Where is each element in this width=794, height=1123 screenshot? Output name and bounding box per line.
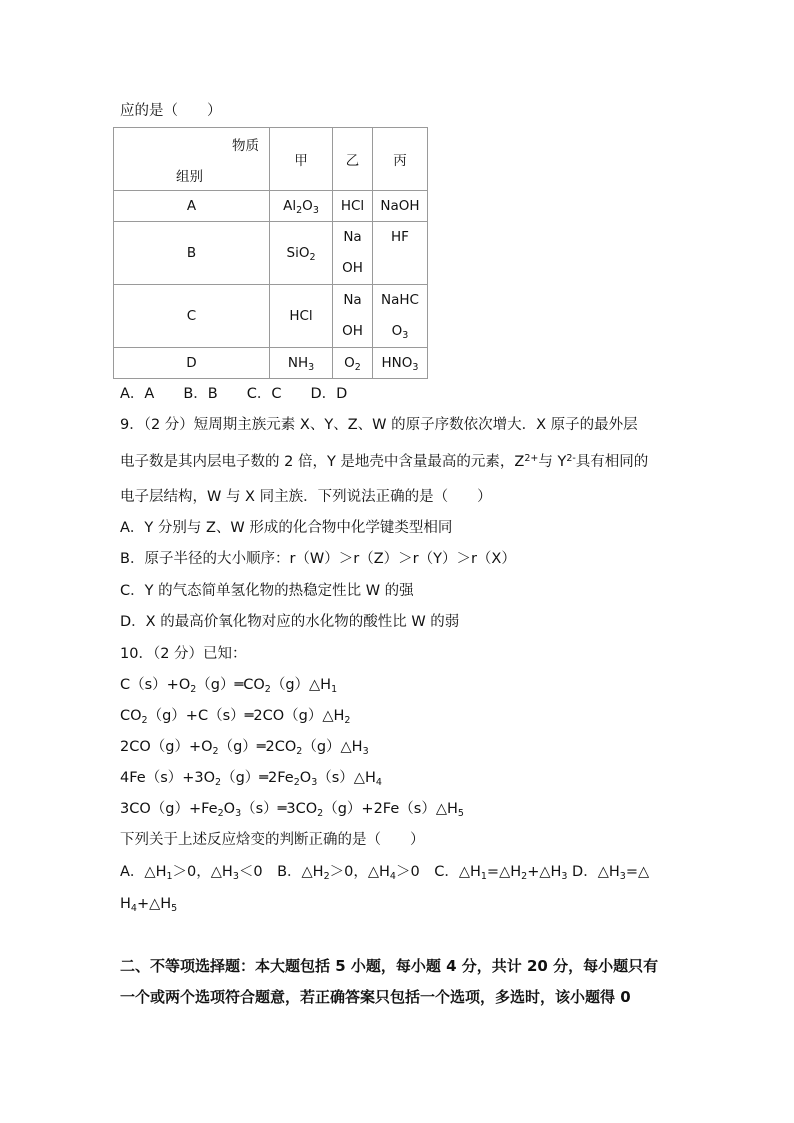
yi-cell: $O_2$ (333, 348, 373, 379)
yi-cell: HCl (333, 191, 373, 222)
q8-stem-tail: 应的是（ ） (120, 103, 222, 119)
q9-line1: 9．（2 分）短周期主族元素 X、Y、Z、W 的原子序数依次增大．X 原子的最外层 (120, 417, 638, 433)
header-group: 组别 (176, 169, 203, 185)
table-row (114, 348, 428, 379)
q10-stem: 10．（2 分）已知： (120, 646, 247, 662)
q9-option-b: B．原子半径的大小顺序：r（W）＞r（Z）＞r（Y）＞r（X） (120, 551, 516, 567)
q10-options-line1: A．$\triangle H_1>0$，$\triangle H_3<0$ B．$\triangle H_2>0$，$\triangle H_4>0$ C．$\triangle H_1=\triangle H_2+\triangle H_3$ D．$\triangle H_3=\triangle$ (120, 864, 650, 882)
group-cell: C (114, 285, 270, 348)
q9-option-a: A．Y 分别与 Z、W 形成的化合物中化学键类型相同 (120, 520, 453, 536)
bing-cell: $HNO_3$ (373, 348, 428, 379)
q8-options: A．A B．B C．C D．D (120, 386, 348, 402)
header-yi: 乙 (333, 128, 373, 191)
header-substance: 物质 (232, 138, 259, 154)
table-row (114, 191, 428, 222)
q10-eq5: $3CO(g)+Fe_2O_3(s)═3CO_2(g)+2Fe(s)\triangle H_5$ (120, 801, 464, 819)
q9-option-d: D．X 的最高价氧化物对应的水化物的酸性比 W 的弱 (120, 614, 460, 630)
jia-cell: $Al_2O_3$ (270, 191, 333, 222)
jia-cell: SiO$_2$ (270, 222, 333, 285)
group-cell: B (114, 222, 270, 285)
yi-cell: Na OH (333, 222, 373, 285)
q10-options-line2: $H_4+\triangle H_5$ (120, 896, 178, 914)
bing-cell: HF (373, 222, 428, 285)
q10-eq3: $2CO(g)+O_2(g)═2CO_2(g)\triangle H_3$ (120, 739, 369, 757)
jia-cell: HCl (270, 285, 333, 348)
q9-line3: 电子层结构，W 与 X 同主族．下列说法正确的是（ ） (120, 489, 492, 505)
jia-cell: $NH_3$ (270, 348, 333, 379)
header-jia: 甲 (270, 128, 333, 191)
group-cell: A (114, 191, 270, 222)
yi-cell: Na OH (333, 285, 373, 348)
q10-eq1: $C(s)+O_2(g)═CO_2(g)\triangle H_1$ (120, 677, 338, 695)
bing-cell: NaOH (373, 191, 428, 222)
section2-line1: 二、不等项选择题：本大题包括 5 小题，每小题 4 分，共计 20 分，每小题只有 (120, 957, 659, 975)
group-cell: D (114, 348, 270, 379)
q8-table (113, 127, 428, 379)
table-row (114, 285, 428, 348)
bing-cell: NaHC $O_3$ (373, 285, 428, 348)
header-cell-group (114, 128, 270, 191)
header-bing: 丙 (373, 128, 428, 191)
q10-eq4: $4Fe(s)+3O_2(g)═2Fe_2O_3(s)\triangle H_4$ (120, 770, 382, 788)
table-row (114, 128, 428, 191)
q9-option-c: C．Y 的气态简单氢化物的热稳定性比 W 的强 (120, 583, 414, 599)
table-row (114, 222, 428, 285)
q10-eq2: $CO_2(g)+C(s)═2CO(g)\triangle H_2$ (120, 708, 351, 726)
q9-line2: 电子数是其内层电子数的 2 倍，Y 是地壳中含量最高的元素，$Z^{2+}$与 $Y^{2-}$具有相同的 (120, 453, 649, 470)
section2-line2: 一个或两个选项符合题意，若正确答案只包括一个选项，多选时，该小题得 0 (120, 988, 631, 1006)
q10-question: 下列关于上述反应焓变的判断正确的是（ ） (120, 832, 425, 848)
